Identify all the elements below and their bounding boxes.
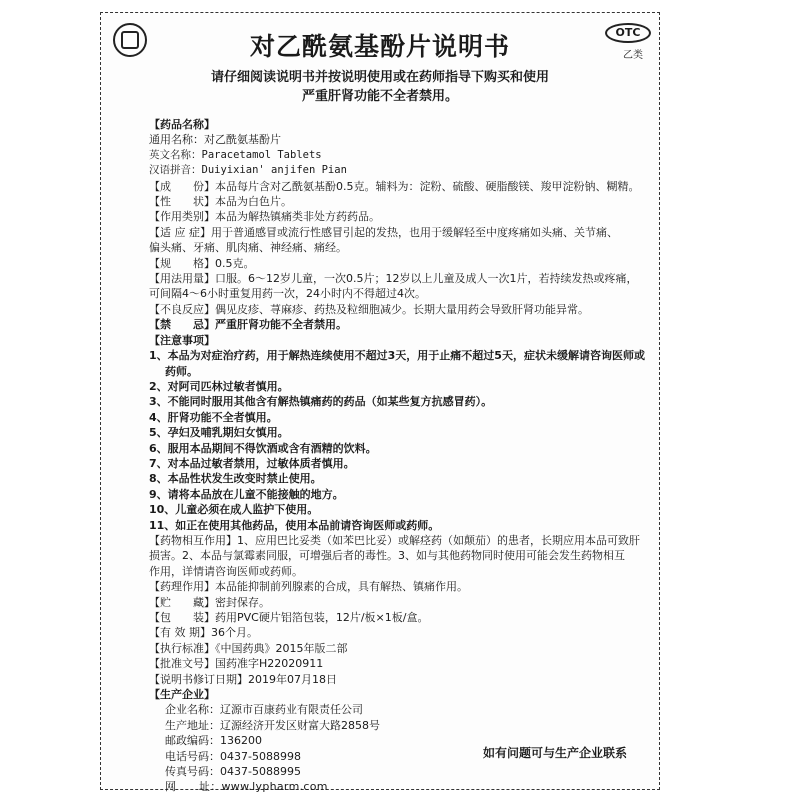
warning-line-2: 严重肝肾功能不全者禁用。 [301, 89, 458, 104]
precaution-item: 9、请将本品放在儿童不能接触的地方。 [149, 487, 344, 501]
precaution-item: 5、孕妇及哺乳期妇女慎用。 [149, 426, 289, 440]
precaution-item: 10、儿童必须在成人监护下使用。 [149, 503, 319, 517]
precaution-item: 11、如正在使用其他药品，使用本品前请咨询医师或药师。 [149, 518, 440, 532]
precaution-item: 3、不能同时服用其他含有解热镇痛药的药品（如某些复方抗感冒药）。 [149, 395, 493, 409]
leaflet-sheet [100, 12, 660, 794]
specification: 【规 格】0.5克。 [149, 256, 255, 270]
precaution-item: 6、服用本品期间不得饮酒或含有酒精的饮料。 [149, 441, 377, 455]
otc-badge: OTC [605, 23, 651, 43]
dosage-line-2: 可间隔4～6小时重复用药一次，24小时内不得超过4次。 [149, 287, 426, 301]
storage: 【贮 藏】密封保存。 [149, 595, 270, 609]
pharmacology: 【药理作用】本品能抑制前列腺素的合成，具有解热、镇痛作用。 [149, 580, 468, 594]
company-postcode: 邮政编码：136200 [165, 734, 262, 748]
appearance: 【性 状】本品为白色片。 [149, 195, 292, 209]
warning-line-1: 请仔细阅读说明书并按说明使用或在药师指导下购买和使用 [210, 70, 549, 85]
interactions-line-2: 损害。2、本品与氯霉素同服，可增强后者的毒性。3、如与其他药物同时使用可能会发生药物相互 [149, 549, 625, 563]
pinyin-name: 汉语拼音：Duiyixian' anjifen Pian [149, 164, 347, 177]
company-address: 生产地址：辽源经济开发区财富大路2858号 [165, 718, 380, 732]
indications-line-1: 【适 应 症】用于普通感冒或流行性感冒引起的发热，也用于缓解轻至中度疼痛如头痛、关节痛、 [149, 225, 618, 239]
contact-note: 如有问题可与生产企业联系 [482, 746, 627, 760]
precaution-item: 7、对本品过敏者禁用，过敏体质者慎用。 [149, 456, 355, 470]
package: 【包 装】药用PVC硬片铝箔包装，12片/板×1板/盒。 [149, 611, 429, 624]
page-title: 对乙酰氨基酚片说明书 [249, 32, 510, 61]
english-name: 英文名称：Paracetamol Tablets [149, 148, 322, 161]
indications-line-2: 偏头痛、牙痛、肌肉痛、神经痛、痛经。 [149, 241, 347, 255]
manufacturer-heading: 【生产企业】 [149, 688, 215, 702]
standard: 【执行标准】《中国药典》2015年版二部 [149, 641, 348, 655]
validity: 【有 效 期】36个月。 [149, 626, 258, 640]
company-name: 企业名称：辽源市百康药业有限责任公司 [165, 703, 363, 717]
contraindications: 【禁 忌】严重肝肾功能不全者禁用。 [149, 318, 347, 332]
revision-date: 【说明书修订日期】2019年07月18日 [149, 672, 337, 686]
company-website: 网 址：www.lypharm.com [165, 780, 328, 794]
otc-category: 乙类 [623, 50, 643, 61]
precaution-item: 8、本品性状发生改变时禁止使用。 [149, 472, 322, 486]
adverse-reactions: 【不良反应】偶见皮疹、荨麻疹、药热及粒细胞减少。长期大量用药会导致肝肾功能异常。 [149, 302, 589, 316]
precautions-heading: 【注意事项】 [149, 333, 215, 347]
drug-name-heading: 【药品名称】 [149, 118, 215, 131]
precaution-item: 1、本品为对症治疗药，用于解热连续使用不超过3天，用于止痛不超过5天，症状未缓解请咨询医师或 [149, 349, 645, 363]
precaution-item: 药师。 [165, 364, 198, 378]
leaflet-body [149, 117, 649, 795]
precaution-item: 2、对阿司匹林过敏者慎用。 [149, 379, 289, 393]
interactions-line-1: 【药物相互作用】1、应用巴比妥类（如苯巴比妥）或解痉药（如颠茄）的患者，长期应用本品可致肝 [149, 533, 640, 547]
dosage-line-1: 【用法用量】口服。6～12岁儿童，一次0.5片；12岁以上儿童及成人一次1片，若持续发热或疼痛， [149, 272, 638, 286]
approval-number: 【批准文号】国药准字H22020911 [149, 657, 324, 671]
company-phone: 电话号码：0437-5088998 [165, 749, 301, 763]
composition: 【成 份】本品每片含对乙酰氨基酚0.5克。辅料为：淀粉、硫酸、硬脂酸镁、羧甲淀粉钠、糊精。 [149, 179, 640, 193]
category: 【作用类别】本品为解热镇痛类非处方药药品。 [149, 210, 380, 224]
company-fax: 传真号码：0437-5088995 [165, 765, 301, 779]
precaution-item: 4、肝肾功能不全者慎用。 [149, 410, 278, 424]
interactions-line-3: 作用，详情请咨询医师或药师。 [149, 564, 303, 578]
precautions-list [149, 348, 649, 533]
generic-name: 通用名称：对乙酰氨基酚片 [149, 133, 281, 147]
